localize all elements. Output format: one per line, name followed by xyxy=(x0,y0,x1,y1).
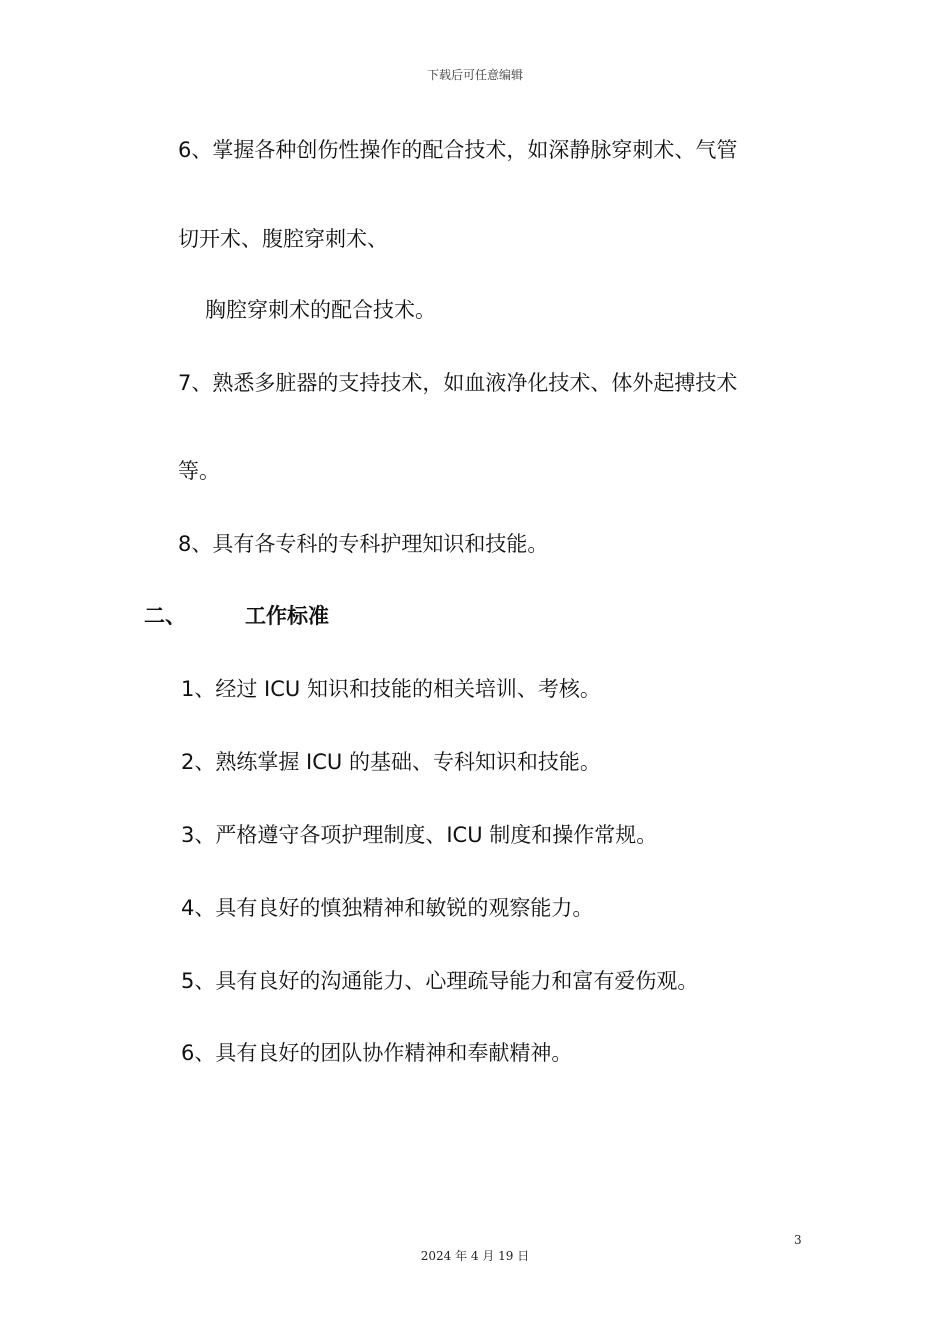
page-number: 3 xyxy=(794,1233,802,1247)
item-7-line-2: 等。 xyxy=(178,459,220,483)
item-7-line-1: 7、熟悉多脏器的支持技术，如血液净化技术、体外起搏技术 xyxy=(178,371,738,395)
standard-item-6: 6、具有良好的团队协作精神和奉献精神。 xyxy=(181,1041,573,1065)
footer-date: 2024 年 4 月 19 日 xyxy=(420,1249,530,1263)
item-6-line-3: 胸腔穿刺术的配合技术。 xyxy=(205,298,436,322)
section-title: 工作标准 xyxy=(245,604,329,628)
standard-item-2: 2、熟练掌握 ICU 的基础、专科知识和技能。 xyxy=(181,750,601,774)
standard-item-5: 5、具有良好的沟通能力、心理疏导能力和富有爱伤观。 xyxy=(181,969,699,993)
header-note: 下载后可任意编辑 xyxy=(426,68,523,82)
standard-item-1: 1、经过 ICU 知识和技能的相关培训、考核。 xyxy=(181,677,601,701)
item-8: 8、具有各专科的专科护理知识和技能。 xyxy=(178,532,549,556)
standard-item-3: 3、严格遵守各项护理制度、ICU 制度和操作常规。 xyxy=(181,823,658,847)
item-6-line-2: 切开术、腹腔穿刺术、 xyxy=(178,227,388,251)
section-number: 二、 xyxy=(144,604,186,628)
standard-item-4: 4、具有良好的慎独精神和敏锐的观察能力。 xyxy=(181,896,594,920)
item-6-line-1: 6、掌握各种创伤性操作的配合技术，如深静脉穿刺术、气管 xyxy=(178,138,738,162)
